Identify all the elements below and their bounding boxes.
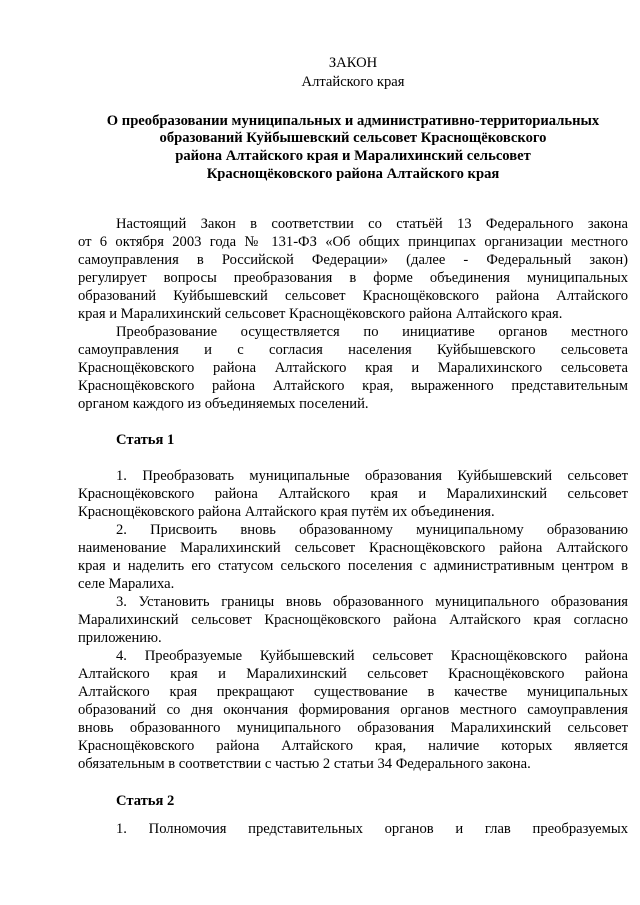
preamble-line: регулирует вопросы преобразования в форме объединения муниципальных <box>78 270 628 286</box>
article-line: 1. Преобразовать муниципальные образования Куйбышевский сельсовет <box>116 468 628 484</box>
article-line: 2. Присвоить вновь образованному муниципальному образованию <box>116 522 628 538</box>
title-line: О преобразовании муниципальных и административно-территориальных <box>106 113 600 129</box>
article-line: 4. Преобразуемые Куйбышевский сельсовет Краснощёковского района <box>116 648 628 664</box>
article-line: 3. Установить границы вновь образованного муниципального образования <box>116 594 628 610</box>
title-line: образований Куйбышевский сельсовет Краснощёковского <box>159 130 547 146</box>
preamble-line: Преобразование осуществляется по инициативе органов местного <box>116 324 628 340</box>
article-line: края и наделить его статусом сельского поселения с административным центром в <box>78 558 628 574</box>
article-line: Краснощёковского района Алтайского края, наличие которых является <box>78 738 628 754</box>
preamble-line: самоуправления и с согласия населения Куйбышевского сельсовета <box>78 342 628 358</box>
preamble-line: Краснощёковского района Алтайского края и Маралихинского сельсовета <box>78 360 628 376</box>
preamble-line: органом каждого из объединяемых поселений. <box>78 396 369 412</box>
doc-type: ЗАКОН <box>328 55 378 71</box>
article-line: наименование Маралихинский сельсовет Краснощёковского района Алтайского <box>78 540 628 556</box>
article-line: вновь образованного муниципального образования Маралихинский сельсовет <box>78 720 628 736</box>
region-name: Алтайского края <box>301 74 405 90</box>
article-line: Краснощёковского района Алтайского края и Маралихинский сельсовет <box>78 486 628 502</box>
article-line: Алтайского края прекращают существование в качестве муниципальных <box>78 684 628 700</box>
article-line: образований со дня окончания формирования органов местного самоуправления <box>78 702 628 718</box>
preamble-line: от 6 октября 2003 года № 131-ФЗ «Об общих принципах организации местного <box>78 234 628 250</box>
article-line: Алтайского края и Маралихинский сельсовет Краснощёковского района <box>78 666 628 682</box>
article-line: 1. Полномочия представительных органов и глав преобразуемых <box>116 821 628 837</box>
article-line: приложению. <box>78 630 162 646</box>
article-line: Маралихинский сельсовет Краснощёковского района Алтайского края согласно <box>78 612 628 628</box>
title-line: района Алтайского края и Маралихинский сельсовет <box>175 148 531 164</box>
article-line: селе Маралиха. <box>78 576 175 592</box>
article-heading: Статья 2 <box>116 793 175 809</box>
article-line: обязательным в соответствии с частью 2 статьи 34 Федерального закона. <box>78 756 531 772</box>
article-heading: Статья 1 <box>116 432 175 448</box>
preamble-line: образований Куйбышевский сельсовет Краснощёковского района Алтайского <box>78 288 628 304</box>
article-line: Краснощёковского района Алтайского края путём их объединения. <box>78 504 495 520</box>
preamble-line: Краснощёковского района Алтайского края, выраженного представительным <box>78 378 628 394</box>
preamble-line: самоуправления в Российской Федерации» (далее - Федеральный закон) <box>78 252 628 268</box>
preamble-line: края и Маралихинский сельсовет Краснощёковского района Алтайского края. <box>78 306 563 322</box>
title-line: Краснощёковского района Алтайского края <box>206 166 500 182</box>
preamble-line: Настоящий Закон в соответствии со статьёй 13 Федерального закона <box>116 216 628 232</box>
